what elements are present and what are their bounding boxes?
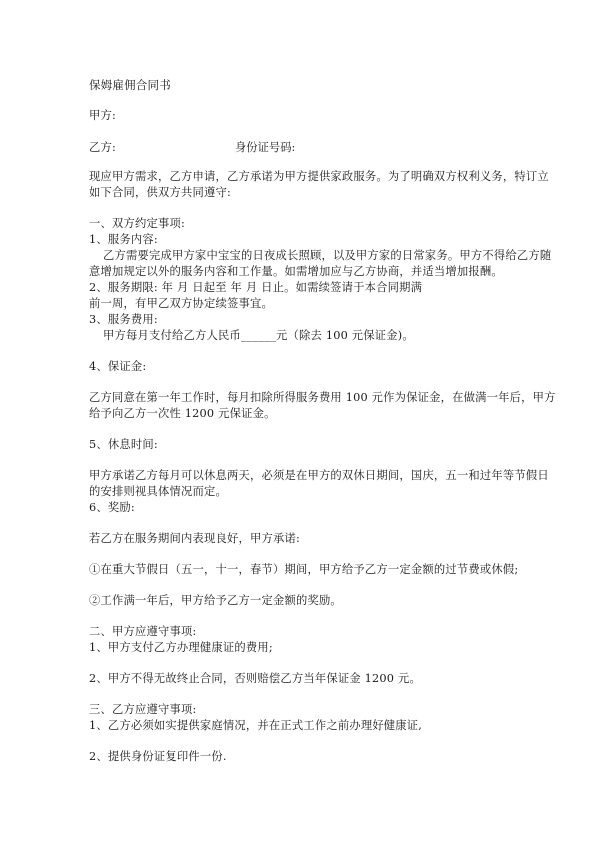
service-content-line-2: 意增加规定以外的服务内容和工作量。如需增加应与乙方协商，并适当增加报酬。 bbox=[89, 265, 503, 278]
deposit-line-2: 给予向乙方一次性 1200 元保证金。 bbox=[89, 407, 276, 420]
section-2-heading: 二、甲方应遵守事项: bbox=[89, 625, 197, 638]
party-b-label: 乙方: bbox=[89, 141, 117, 154]
section-3-heading: 三、乙方应遵守事项: bbox=[89, 703, 197, 716]
service-fee-heading: 3、服务费用: bbox=[89, 313, 158, 326]
deposit-heading: 4、保证金: bbox=[89, 360, 147, 373]
party-a-label: 甲方: bbox=[89, 109, 117, 122]
service-term-line-2: 前一周，有甲乙双方协定续签事宜。 bbox=[89, 297, 273, 310]
party-a-duty-2: 2、甲方不得无故终止合同，否则赔偿乙方当年保证金 1200 元。 bbox=[89, 672, 421, 685]
party-b-duty-1: 1、乙方必须如实提供家庭情况，并在正式工作之前办理好健康证, bbox=[89, 719, 423, 732]
service-term-line-1: 2、服务期限: 年 月 日起至 年 月 日止。如需续签请于本合同期满 bbox=[89, 281, 423, 294]
document-title: 保姆雇佣合同书 bbox=[89, 78, 171, 92]
rest-time-line-2: 的安排则视具体情况而定。 bbox=[89, 485, 227, 498]
party-b-duty-2: 2、提供身份证复印件一份. bbox=[89, 750, 227, 763]
rest-time-heading: 5、休息时间: bbox=[89, 438, 158, 451]
reward-intro: 若乙方在服务期间内表现良好，甲方承诺: bbox=[89, 532, 300, 545]
section-1-heading: 一、双方约定事项: bbox=[89, 217, 185, 230]
service-content-line-1: 乙方需要完成甲方家中宝宝的日夜成长照顾，以及甲方家的日常家务。甲方不得给乙方随 bbox=[103, 249, 552, 262]
reward-point-1: ①在重大节假日（五一，十一，春节）期间，甲方给予乙方一定金额的过节费或休假; bbox=[89, 563, 519, 576]
rest-time-line-1: 甲方承诺乙方每月可以休息两天，必须是在甲方的双休日期间，国庆，五一和过年等节假日 bbox=[89, 469, 549, 482]
reward-heading: 6、奖励: bbox=[89, 501, 135, 514]
reward-point-2: ②工作满一年后，甲方给予乙方一定金额的奖励。 bbox=[89, 594, 342, 607]
service-fee-body: 甲方每月支付给乙方人民币______元（除去 100 元保证金)。 bbox=[103, 329, 414, 342]
intro-line-1: 现应甲方需求，乙方申请，乙方承诺为甲方提供家政服务。为了明确双方权利义务，特订立 bbox=[89, 170, 549, 183]
id-number-label: 身份证号码: bbox=[235, 141, 296, 154]
party-a-duty-1: 1、甲方支付乙方办理健康证的费用; bbox=[89, 641, 273, 654]
intro-line-2: 如下合同，供双方共同遵守: bbox=[89, 186, 231, 199]
service-content-heading: 1、服务内容: bbox=[89, 233, 158, 246]
deposit-line-1: 乙方同意在第一年工作时，每月扣除所得服务费用 100 元作为保证金，在做满一年后，甲方 bbox=[89, 391, 556, 404]
